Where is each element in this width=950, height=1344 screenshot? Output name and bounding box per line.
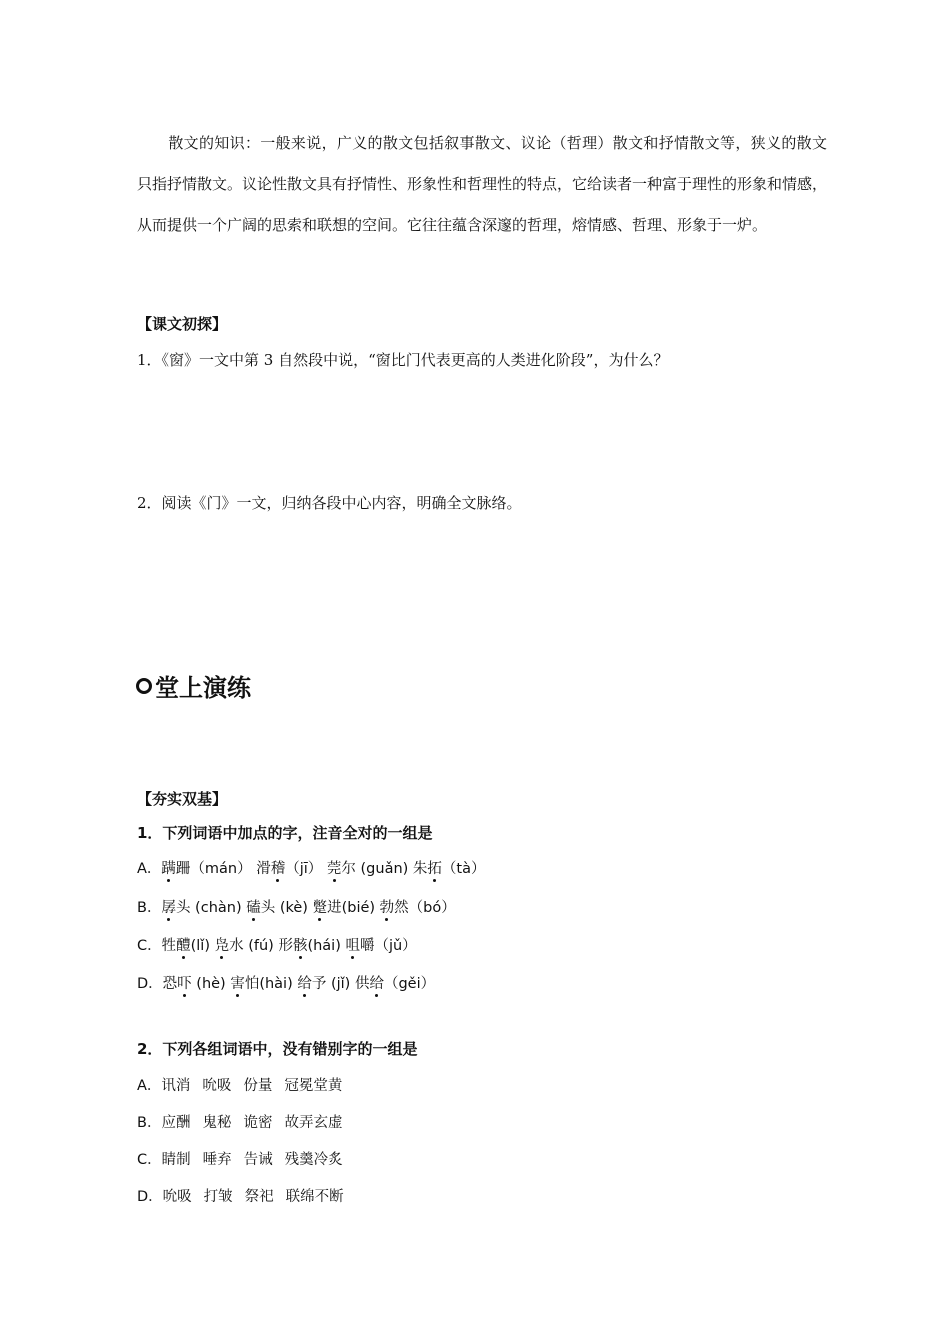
option-word: 睛制 <box>161 1152 191 1168</box>
question-2-stem: 2．下列各组词语中，没有错别字的一组是 <box>137 1040 418 1058</box>
option-letter: A． <box>137 1078 162 1094</box>
question-1-option-b <box>137 896 456 917</box>
spacer <box>308 900 313 916</box>
word-part: 进(bié) <box>327 900 376 916</box>
question-2-option-a <box>137 1074 342 1095</box>
word-part: 尔 (guǎn) <box>341 861 409 877</box>
dotted-character: 咀 <box>345 938 360 954</box>
intro-text: 散文的知识：一般来说，广义的散文包括叙事散文、议论（哲理）散文和抒情散文等，狭义的散文只指抒情散文。议论性散文具有抒情性、形象性和哲理性的特点，它给读者一种富于理性的形象和情感，从而提供一个广阔的思索和联想的空间。它往往蕴含深邃的哲理，熔情感、哲理、形象于一炉。 <box>137 134 828 234</box>
dotted-character: 给 <box>297 976 312 992</box>
word-part: 头 (chàn) <box>175 900 242 916</box>
option-word: 唾弃 <box>202 1152 232 1168</box>
preview-heading: 【课文初探】 <box>137 315 228 333</box>
option-word: 祭祀 <box>244 1189 274 1205</box>
section-title-text: 堂上演练 <box>155 674 251 702</box>
section-title <box>136 668 251 703</box>
word-part: 恐 <box>162 976 178 992</box>
option-letter: B． <box>137 1115 162 1131</box>
option-word: 份量 <box>243 1078 273 1094</box>
word-part: 跚（mán） <box>175 861 252 877</box>
word-part: （jī） <box>285 861 323 877</box>
option-word: 吮吸 <box>202 1078 232 1094</box>
dotted-character: 蹒 <box>161 861 176 877</box>
word-part: (hái) <box>307 938 341 954</box>
option-word: 吮吸 <box>162 1189 192 1205</box>
question-1-stem: 1．下列词语中加点的字，注音全对的一组是 <box>137 824 433 842</box>
dotted-character: 稽 <box>270 861 286 877</box>
dotted-character: 醴 <box>176 938 191 954</box>
word-part: 然（bó） <box>394 900 456 916</box>
dotted-character: 给 <box>369 976 384 992</box>
option-letter: D． <box>137 1189 163 1205</box>
word-part: 嚼（jǔ） <box>359 938 417 954</box>
question-2-option-c <box>137 1148 343 1169</box>
option-word: 鬼秘 <box>202 1115 232 1131</box>
word-part: 予 (jǐ) <box>311 976 351 992</box>
word-part: 水 (fú) <box>229 938 274 954</box>
word-part: 供 <box>354 976 370 992</box>
question-2-option-b <box>137 1111 342 1132</box>
dotted-character: 害 <box>230 976 245 992</box>
option-letter: B． <box>137 900 162 916</box>
option-letter: C． <box>137 938 162 954</box>
dotted-character: 蹩 <box>312 900 328 916</box>
dotted-character: 莞 <box>326 861 342 877</box>
option-word: 冠冕堂黄 <box>284 1078 343 1094</box>
word-part: 朱 <box>412 861 428 877</box>
word-part: 牲 <box>161 938 177 954</box>
word-part: 形 <box>278 938 293 954</box>
option-letter: C． <box>137 1152 162 1168</box>
circle-bullet-icon <box>136 678 152 694</box>
option-letter: A． <box>137 861 162 877</box>
practice-heading: 【夯实双基】 <box>137 790 228 808</box>
dotted-character: 凫 <box>214 938 230 954</box>
option-word: 告诫 <box>243 1152 273 1168</box>
word-part: （tà） <box>441 861 486 877</box>
dotted-character: 吓 <box>177 976 192 992</box>
dotted-character: 孱 <box>161 900 176 916</box>
word-part: 滑 <box>256 861 271 877</box>
question-1-option-c <box>137 934 417 955</box>
question-1-option-d <box>137 972 435 993</box>
dotted-character: 拓 <box>427 861 442 877</box>
spacer <box>210 938 215 954</box>
word-part: 头 (kè) <box>260 900 308 916</box>
option-word: 联绵不断 <box>285 1189 344 1205</box>
preview-question-1: 1．《窗》一文中第 3 自然段中说，“窗比门代表更高的人类进化阶段”，为什么？ <box>137 351 669 369</box>
word-part: (lǐ) <box>190 938 210 954</box>
option-word: 打皱 <box>203 1189 233 1205</box>
intro-paragraph <box>137 123 827 246</box>
word-part: （gěi） <box>383 976 436 992</box>
word-part: 怕(hài) <box>244 976 293 992</box>
option-word: 故弄玄虚 <box>284 1115 343 1131</box>
question-2-option-d <box>137 1185 344 1206</box>
spacer <box>375 900 380 916</box>
option-word: 应酬 <box>161 1115 191 1131</box>
preview-question-2: 2．阅读《门》一文，归纳各段中心内容，明确全文脉络。 <box>137 494 522 512</box>
option-word: 诡密 <box>243 1115 273 1131</box>
word-part: (hè) <box>191 976 226 992</box>
option-word: 讯消 <box>161 1078 191 1094</box>
dotted-character: 磕 <box>246 900 261 916</box>
option-word: 残羹冷炙 <box>284 1152 343 1168</box>
dotted-character: 勃 <box>379 900 395 916</box>
dotted-character: 骸 <box>292 938 308 954</box>
option-letter: D． <box>137 976 163 992</box>
question-1-option-a <box>137 857 486 878</box>
